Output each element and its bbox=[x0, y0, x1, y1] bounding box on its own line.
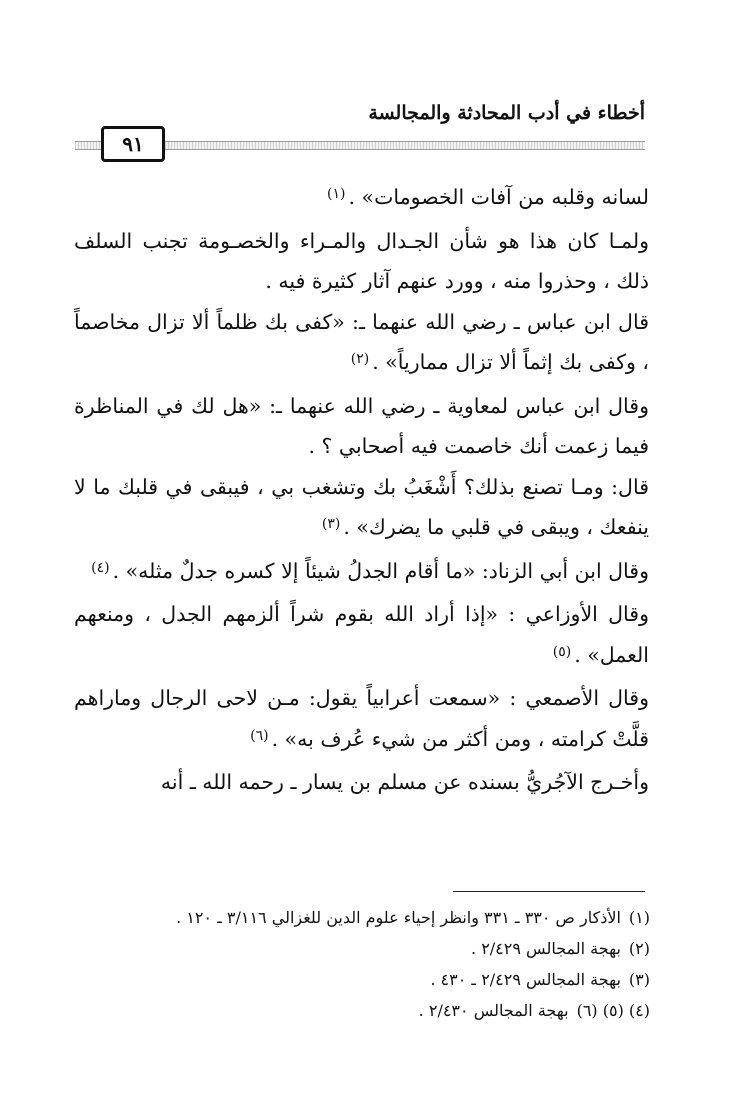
paragraph-9 bbox=[74, 762, 649, 803]
footnote-text: بهجة المجالس ٢/٤٢٩ . bbox=[471, 939, 621, 958]
paragraph-9-text: وأخـرج الآجُريُّ بسنده عن مسلم بن يسار ـ رحمه الله ـ أنه bbox=[160, 770, 649, 794]
paragraph-5-text: قال: ومـا تصنع بذلك؟ أَشْغَبُ بك وتشغب بي ، فيبقى في قلبك ما لا ينفعك ، ويبقى في قلبي ما يضرك» . bbox=[74, 474, 649, 539]
paragraph-5 bbox=[74, 467, 649, 551]
page-number: ٩١ bbox=[101, 126, 165, 162]
paragraph-2 bbox=[74, 221, 649, 302]
footnote-3 bbox=[70, 964, 650, 995]
footnote-1 bbox=[70, 902, 650, 933]
footnote-ref-5: (٥) bbox=[552, 643, 572, 660]
footnote-text: الأذكار ص ٣٣٠ ـ ٣٣١ وانظر إحياء علوم الدين للغزالي ٣/١١٦ ـ ١٢٠ . bbox=[176, 908, 621, 927]
paragraph-3-text: قال ابن عباس ـ رضي الله عنهما ـ: «كفى بك ظلماً ألا تزال مخاصماً ، وكفى بك إثماً ألا تزال ممارياً» . bbox=[74, 309, 649, 374]
paragraph-1-text: لسانه وقلبه من آفات الخصومات» . bbox=[348, 185, 649, 209]
footnote-divider bbox=[453, 891, 645, 892]
footnote-number: (٢) bbox=[628, 939, 650, 958]
footnote-text: بهجة المجالس ٢/٤٣٠ . bbox=[418, 1001, 569, 1020]
footnote-4 bbox=[70, 995, 650, 1026]
paragraph-6-text: وقال ابن أبي الزناد: «ما أقام الجدلُ شيئاً إلا كسره جدلٌ مثله» . bbox=[112, 558, 649, 583]
footnote-ref-1: (١) bbox=[327, 186, 346, 202]
footnote-number: (٣) bbox=[628, 970, 650, 989]
footnote-ref-6: (٦) bbox=[250, 727, 269, 744]
paragraph-4 bbox=[74, 386, 649, 467]
footnote-ref-2: (٢) bbox=[350, 351, 370, 367]
footnote-ref-3: (٣) bbox=[321, 516, 341, 532]
footnote-ref-4: (٤) bbox=[91, 559, 110, 576]
paragraph-6 bbox=[74, 551, 649, 595]
paragraph-1 bbox=[74, 177, 649, 221]
paragraph-8-text: وقال الأصمعي : «سمعت أعرابياً يقول: مـن لاحى الرجال وماراهم قلَّتْ كرامته ، ومن أكثر من شيء عُرف به» . bbox=[74, 686, 649, 751]
footnote-2 bbox=[70, 933, 650, 964]
paragraph-8 bbox=[74, 678, 649, 762]
footnote-text: بهجة المجالس ٢/٤٢٩ ـ ٤٣٠ . bbox=[430, 970, 621, 989]
paragraph-2-text: ولمـا كان هذا هو شأن الجـدال والمـراء والخصـومة تجنب السلف ذلك ، وحذروا منه ، وورد عنهم آثار كثيرة فيه . bbox=[74, 228, 649, 293]
paragraph-7 bbox=[74, 594, 649, 678]
footnote-number: (٤) (٥) (٦) bbox=[576, 1001, 650, 1020]
paragraph-3 bbox=[74, 302, 649, 386]
paragraph-7-text: وقال الأوزاعي : «إذا أراد الله بقوم شراً ألزمهم الجدل ، ومنعهم العمل» . bbox=[74, 602, 649, 667]
footnote-number: (١) bbox=[628, 908, 650, 927]
running-header-title: أخطاء في أدب المحادثة والمجالسة bbox=[368, 102, 645, 124]
main-text bbox=[74, 177, 649, 803]
footnotes bbox=[70, 902, 650, 1026]
paragraph-4-text: وقال ابن عباس لمعاوية ـ رضي الله عنهما ـ: «هل لك في المناظرة فيما زعمت أنك خاصمت فيه أصحابي ؟ . bbox=[74, 393, 649, 458]
